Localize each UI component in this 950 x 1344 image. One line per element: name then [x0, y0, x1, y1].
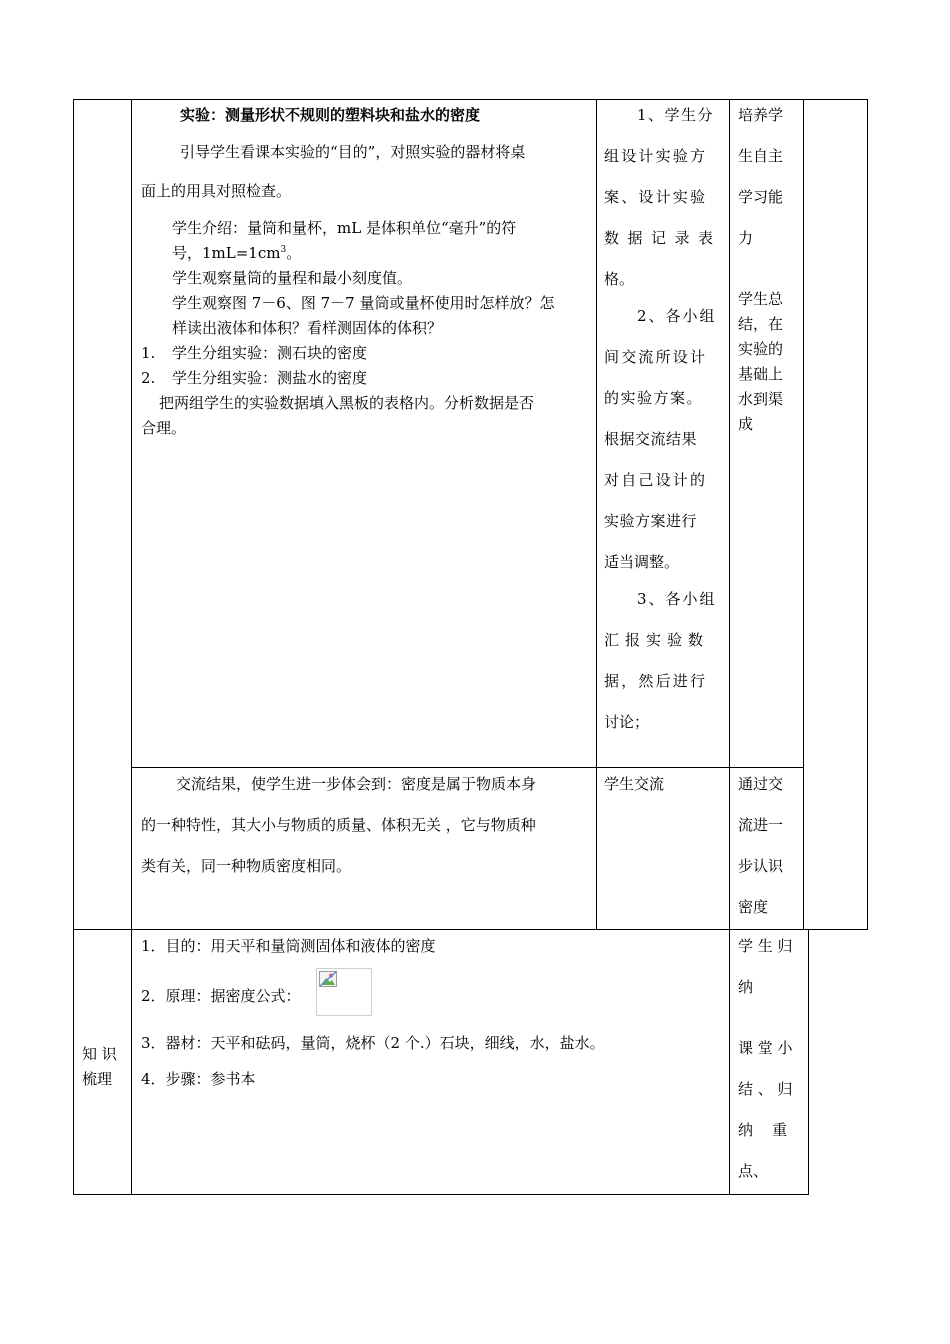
row3-right-border	[808, 929, 809, 1195]
student-line: 适当调整。	[604, 553, 680, 571]
list-text: 学生分组实验：测石块的密度	[172, 344, 368, 362]
summary-item-steps: 4．步骤：参书本	[141, 1070, 256, 1088]
student-line: 案、设计实验	[604, 188, 708, 206]
table-right-border	[867, 99, 868, 930]
list-item-2	[141, 367, 367, 388]
student-line: 间交流所设计	[604, 348, 708, 366]
col4-left-border	[729, 99, 730, 1195]
intent-line: 实验的	[738, 340, 784, 358]
exchange-line-3: 类有关，同一种物质密度相同。	[141, 857, 352, 875]
figure-line-1: 学生观察图 7－6、图 7－7 量筒或量杯使用时怎样放？怎	[172, 294, 555, 312]
intent-line: 水到渠	[738, 390, 784, 408]
student-line: 对自己设计的	[604, 471, 708, 489]
student-exchange: 学生交流	[604, 775, 665, 793]
student-line: 2、各小组	[637, 307, 717, 325]
exchange-line-2: 的一种特性，其大小与物质的质量、体积无关 ，它与物质种	[141, 816, 536, 834]
section-label-line-1: 知 识	[82, 1045, 117, 1063]
unit-line-1: 学生介绍：量筒和量杯，mL 是体积单位“毫升”的符	[172, 219, 517, 237]
figure-line-2: 样读出液体和体积？看样测固体的体积？	[172, 319, 443, 337]
unit-period: 。	[286, 244, 302, 262]
list-number: 1.	[141, 344, 156, 362]
intent-line: 通过交	[738, 775, 784, 793]
row2-top-border	[131, 767, 803, 768]
density-formula-image	[316, 968, 372, 1016]
table-left-border	[73, 99, 74, 1195]
intent-line: 学生总	[738, 290, 784, 308]
student-line: 1、学生分	[637, 106, 715, 124]
intro-line-1: 引导学生看课本实验的“目的”，对照实验的器材将桌	[180, 143, 526, 161]
section-label-line-2: 梳理	[82, 1070, 113, 1088]
student-line: 数据记录表	[604, 229, 722, 247]
student-line: 的实验方案。	[604, 389, 704, 407]
col5-left-border	[803, 99, 804, 930]
intent-line: 学习能	[738, 188, 784, 206]
list-text: 学生分组实验：测盐水的密度	[172, 369, 368, 387]
intent-line: 生自主	[738, 147, 784, 165]
unit-line-2	[172, 242, 301, 263]
experiment-heading: 实验：测量形状不规则的塑料块和盐水的密度	[180, 106, 481, 124]
student-line: 根据交流结果	[604, 430, 698, 448]
row3-top-border	[73, 929, 868, 930]
intent-line: 流进一	[738, 816, 784, 834]
record-line-1: 把两组学生的实验数据填入黑板的表格内。分析数据是否	[159, 394, 535, 412]
student-line: 3、各小组	[637, 590, 717, 608]
intent-line: 纳 重	[738, 1121, 788, 1139]
intent-line: 基础上	[738, 365, 784, 383]
list-number: 2.	[141, 369, 156, 387]
student-line: 汇报实验数	[604, 631, 710, 649]
intent-line: 学 生 归	[738, 937, 793, 955]
table-top-border	[73, 99, 868, 100]
summary-item-equipment: 3．器材：天平和砝码，量筒，烧杯（2 个.）石块，细线，水，盐水。	[141, 1034, 605, 1052]
intent-line: 点、	[738, 1162, 769, 1180]
intent-line: 结，在	[738, 315, 784, 333]
table-bottom-border	[73, 1194, 809, 1195]
col3-left-border	[596, 99, 597, 930]
summary-item-purpose: 1．目的：用天平和量筒测固体和液体的密度	[141, 937, 436, 955]
intent-line: 纳	[738, 978, 754, 996]
student-line: 格。	[604, 270, 635, 288]
exchange-line-1: 交流结果，使学生进一步体会到：密度是属于物质本身	[176, 775, 537, 793]
student-line: 组设计实验方	[604, 147, 708, 165]
broken-image-icon	[319, 971, 337, 987]
intro-line-2: 面上的用具对照检查。	[141, 182, 292, 200]
intent-line: 成	[738, 415, 754, 433]
intent-line: 力	[738, 229, 754, 247]
list-item-1	[141, 342, 367, 363]
unit-exponent: 3	[280, 245, 287, 255]
intent-line: 课 堂 小	[738, 1039, 793, 1057]
record-line-2: 合理。	[141, 419, 187, 437]
intent-line: 结 、 归	[738, 1080, 793, 1098]
student-line: 讨论；	[604, 713, 650, 731]
intent-line: 密度	[738, 898, 769, 916]
student-line: 据，然后进行	[604, 672, 708, 690]
observe-line: 学生观察量筒的量程和最小刻度值。	[172, 269, 413, 287]
summary-item-principle: 2．原理：据密度公式：	[141, 987, 301, 1005]
unit-text: 号，1mL=1cm	[172, 244, 281, 262]
student-line: 实验方案进行	[604, 512, 698, 530]
intent-line: 培养学	[738, 106, 784, 124]
intent-line: 步认识	[738, 857, 784, 875]
col2-left-border	[131, 99, 132, 1195]
